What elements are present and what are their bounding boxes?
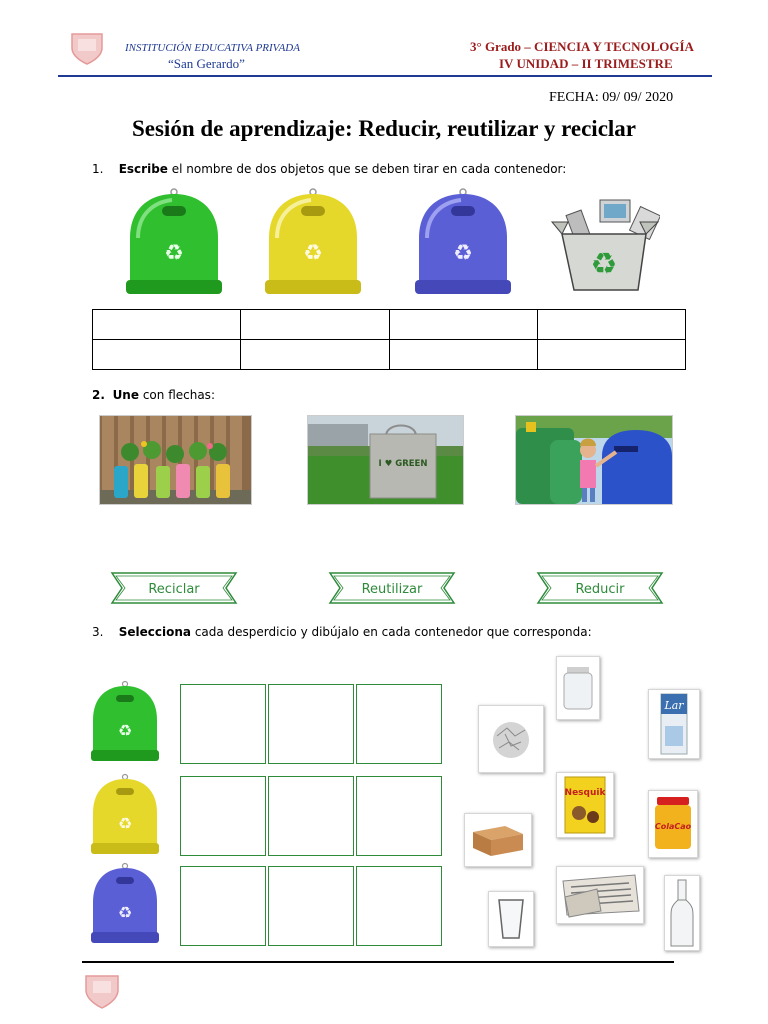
draw-box-blue-3[interactable]	[356, 866, 442, 946]
question-2: 2. Une con flechas:	[92, 388, 215, 402]
school-logo-footer	[82, 970, 122, 1010]
label-reciclar-text: Reciclar	[148, 582, 200, 597]
draw-box-blue-1[interactable]	[180, 866, 266, 946]
colacao-jar-item[interactable]	[648, 790, 698, 858]
draw-box-yellow-1[interactable]	[180, 776, 266, 856]
blue-bin-small-icon	[89, 862, 161, 946]
bag-text: I ♥ GREEN	[378, 459, 428, 469]
school-type: INSTITUCIÓN EDUCATIVA PRIVADA	[125, 42, 300, 54]
school-logo	[68, 28, 106, 66]
blue-bin-icon	[413, 186, 513, 298]
svg-text:♻: ♻	[164, 241, 184, 266]
footer-divider	[82, 961, 674, 963]
glass-jar-item[interactable]	[556, 656, 600, 720]
header-divider	[58, 75, 712, 77]
table-row	[93, 310, 686, 340]
draw-box-green-1[interactable]	[180, 684, 266, 764]
drinking-glass-icon	[489, 892, 533, 946]
glass-jar-icon	[557, 657, 599, 719]
glass-bottle-icon	[665, 876, 699, 950]
answer-cell[interactable]	[241, 310, 389, 340]
colacao-brand: ColaCao	[654, 822, 692, 831]
label-reutilizar-text: Reutilizar	[361, 582, 423, 597]
question-1: 1. Escribe el nombre de dos objetos que se deben tirar en cada contenedor:	[92, 162, 567, 176]
newspapers-icon	[557, 867, 643, 923]
foil-ball-item[interactable]	[478, 705, 544, 773]
milk-brand: Lar	[664, 699, 684, 712]
page-title: Sesión de aprendizaje: Reducir, reutilizar y reciclar	[131, 116, 636, 141]
answer-cell[interactable]	[241, 340, 389, 370]
draw-box-yellow-3[interactable]	[356, 776, 442, 856]
green-bin-small-icon	[89, 680, 161, 764]
answer-cell[interactable]	[93, 310, 241, 340]
milk-carton-icon	[649, 690, 699, 758]
glass-bottle-item[interactable]	[664, 875, 700, 951]
label-reducir-text: Reducir	[575, 582, 625, 597]
svg-text:♻: ♻	[590, 247, 618, 282]
draw-box-yellow-2[interactable]	[268, 776, 354, 856]
answer-cell[interactable]	[537, 310, 685, 340]
svg-text:♻: ♻	[453, 241, 473, 266]
foil-ball-icon	[479, 706, 543, 772]
milk-carton-item[interactable]	[648, 689, 700, 759]
label-reciclar[interactable]	[110, 569, 238, 607]
nesquik-box-icon	[557, 773, 613, 837]
question-3: 3. Selecciona cada desperdicio y dibújalo en cada contenedor que corresponda:	[92, 625, 592, 639]
grade-subject: 3° Grado – CIENCIA Y TECNOLOGÍA	[470, 39, 694, 54]
school-name: “San Gerardo”	[168, 56, 245, 71]
svg-text:♻: ♻	[303, 241, 323, 266]
svg-text:♻: ♻	[117, 721, 133, 740]
nesquik-box-item[interactable]	[556, 772, 614, 838]
yellow-bin-small-icon	[89, 773, 161, 857]
drinking-glass-item[interactable]	[488, 891, 534, 947]
draw-box-green-2[interactable]	[268, 684, 354, 764]
svg-text:♻: ♻	[117, 814, 133, 833]
svg-text:♻: ♻	[117, 903, 133, 922]
answer-cell[interactable]	[389, 340, 537, 370]
label-reducir[interactable]	[536, 569, 664, 607]
nesquik-brand: Nesquik	[564, 788, 606, 798]
answer-cell[interactable]	[389, 310, 537, 340]
answer-cell[interactable]	[537, 340, 685, 370]
date: FECHA: 09/ 09/ 2020	[549, 90, 674, 105]
cardboard-box-icon	[465, 814, 531, 866]
draw-box-blue-2[interactable]	[268, 866, 354, 946]
cardboard-box-item[interactable]	[464, 813, 532, 867]
answer-cell[interactable]	[93, 340, 241, 370]
green-bin-icon	[124, 186, 224, 298]
reusable-bag-photo	[307, 415, 464, 505]
label-reutilizar[interactable]	[328, 569, 456, 607]
electronics-recycling-icon	[548, 192, 660, 296]
recycling-girl-photo	[515, 415, 673, 505]
colacao-jar-icon	[649, 791, 697, 857]
boots-planter-photo	[99, 415, 252, 505]
draw-box-green-3[interactable]	[356, 684, 442, 764]
table-row	[93, 340, 686, 370]
newspapers-item[interactable]	[556, 866, 644, 924]
yellow-bin-icon	[263, 186, 363, 298]
answer-table	[92, 309, 686, 370]
unit-term: IV UNIDAD – II TRIMESTRE	[499, 56, 673, 71]
